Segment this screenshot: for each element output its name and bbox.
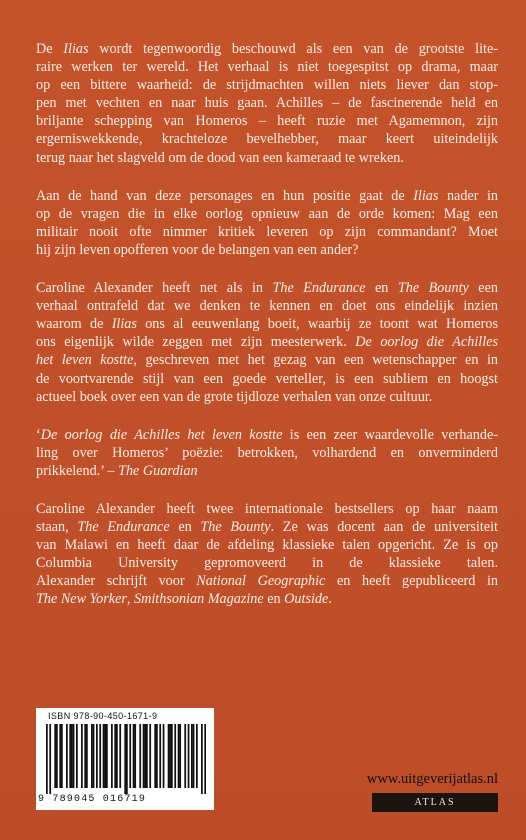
- paragraph-author-approach: [36, 279, 498, 406]
- italic-title: The New Yorker: [36, 591, 127, 608]
- text-line: militair nooit ofte nimmer kritiek leveren op zijn commandant? Moet: [36, 223, 498, 240]
- text-line: op de vragen die in elke oorlog opnieuw aan de orde komen: Mag een: [36, 205, 498, 222]
- paragraph-review-quote: [36, 426, 498, 480]
- text-line: Columbia University gepromoveerd in de klassieke talen.: [36, 555, 498, 572]
- italic-title: The Endurance: [77, 519, 170, 536]
- italic-title: Ilias: [63, 41, 89, 57]
- text-line: Caroline Alexander heeft net als in The Endurance en The Bounty een: [36, 280, 498, 297]
- text-line: van Malawi en heeft daar de afdeling klassieke talen opgericht. Ze is op: [36, 537, 498, 554]
- barcode-digits: 9 789045 016719: [38, 794, 147, 805]
- italic-title: The Endurance: [272, 280, 366, 297]
- text-line: ‘De oorlog die Achilles het leven kostte is een zeer waardevolle verhande-: [36, 426, 499, 443]
- publisher-website: www.uitgeverijatlas.nl: [366, 771, 498, 787]
- text-line: The New Yorker, Smithsonian Magazine en Outside.: [36, 591, 332, 608]
- italic-title: National Geographic: [196, 573, 326, 590]
- italic-title: Smithsonian Magazine: [134, 591, 264, 608]
- text-line: terug naar het slagveld om de dood van een kameraad te wreken.: [36, 149, 404, 166]
- italic-title: The Bounty: [397, 280, 469, 297]
- italic-title: De oorlog die Achilles: [355, 334, 498, 351]
- text-line: De Ilias wordt tegenwoordig beschouwd als een van de grootste lite-: [36, 41, 499, 57]
- text-line: ergerniswekkende, krachteloze bevelhebber, maar keert uiteindelijk: [36, 131, 498, 148]
- italic-title: The Guardian: [118, 462, 198, 479]
- text-line: het leven kostte, geschreven met het gezag van een wetenschapper en in: [36, 352, 498, 369]
- text-line: verhaal ontrafeld dat we denken te kennen en doet ons eindelijk inzien: [36, 298, 498, 315]
- italic-title: Outside: [284, 591, 329, 608]
- text-line: de voortvarende stijl van een goede verteller, is een subliem en hoogst: [36, 370, 498, 387]
- barcode-panel: [36, 708, 214, 810]
- text-line: raire werken ter wereld. Het verhaal is niet toegespitst op drama, maar: [36, 59, 498, 76]
- text-line: hij zijn leven opofferen voor de belangen van een ander?: [36, 241, 359, 258]
- text-line: briljante schepping van Homeros – heeft ruzie met Agamemnon, zijn: [36, 113, 498, 130]
- text-line: Alexander schrijft voor National Geographic en heeft gepubliceerd in: [36, 573, 499, 590]
- isbn-label: ISBN 978-90-450-1671-9: [48, 711, 158, 721]
- blurb-text: [36, 40, 498, 609]
- text-line: Aan de hand van deze personages en hun positie gaat de Ilias nader in: [36, 187, 498, 204]
- text-line: op een bittere waarheid: de strijdmachten willen niets liever dan stop-: [36, 77, 498, 94]
- paragraph-author-bio: [36, 500, 498, 609]
- text-line: Caroline Alexander heeft twee internationale bestsellers op haar naam: [36, 500, 498, 517]
- barcode-icon: [46, 724, 206, 794]
- text-line: ons eigenlijk wilde zeggen met zijn meesterwerk. De oorlog die Achilles: [36, 334, 498, 351]
- italic-title: het leven kostte: [36, 352, 134, 369]
- text-line: waarom de Ilias ons al eeuwenlang boeit, waarbij ze toont wat Homeros: [36, 316, 498, 333]
- paragraph-intro: [36, 40, 498, 167]
- publisher-logo: ATLAS: [372, 793, 498, 812]
- text-line: actueel boek over een van de grote tijdloze verhalen van onze cultuur.: [36, 388, 433, 405]
- italic-title: De oorlog die Achilles het leven kostte: [40, 426, 283, 443]
- italic-title: The Bounty: [200, 519, 271, 536]
- paragraph-questions: [36, 187, 498, 259]
- italic-title: Ilias: [413, 187, 439, 204]
- italic-title: Ilias: [111, 316, 137, 333]
- text-line: prikkelend.’ – The Guardian: [36, 462, 198, 479]
- text-line: staan, The Endurance en The Bounty. Ze was docent aan de universiteit: [36, 519, 498, 536]
- text-line: ling over Homeros’ poëzie: betrokken, volhardend en onverminderd: [36, 444, 498, 461]
- text-line: pen met vechten en naar huis gaan. Achilles – de fascinerende held en: [36, 95, 498, 112]
